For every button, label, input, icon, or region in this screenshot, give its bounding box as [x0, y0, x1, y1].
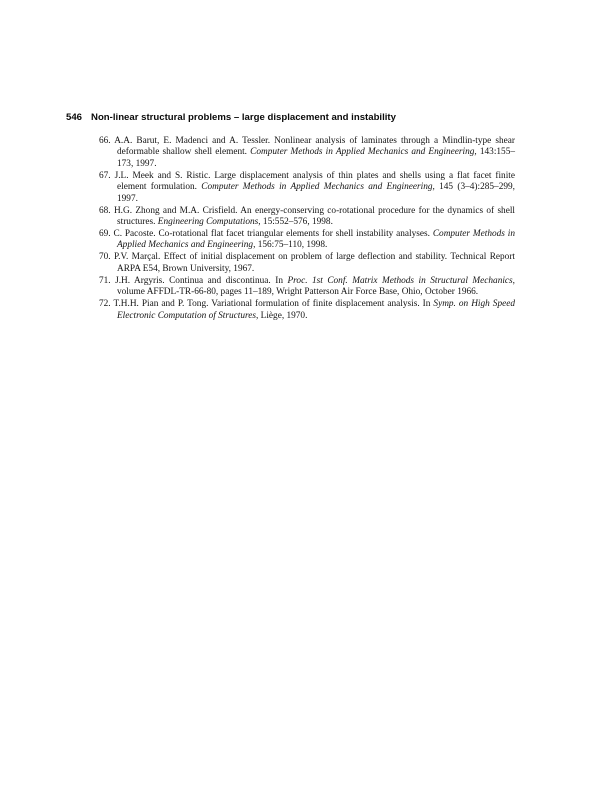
reference-text: J.H. Argyris. Continua and discontinua. In — [115, 275, 288, 286]
reference-italic-text: Symp. on High Speed Electronic Computation of Structures — [117, 299, 515, 321]
reference-item — [99, 252, 515, 275]
reference-text: J.L. Meek and S. Ristic. Large displacement analysis of thin plates and shells using a flat facet finite element formulation. — [114, 170, 516, 193]
reference-italic-text: Proc. 1st Conf. Matrix Methods in Structural Mechanics — [287, 275, 513, 286]
reference-item — [99, 171, 515, 205]
reference-text: H.G. Zhong and M.A. Crisfield. An energy-conserving co-rotational procedure for the dynamics of shell structures. — [113, 205, 515, 228]
page-header — [66, 112, 396, 124]
reference-text: P.V. Marçal. Effect of initial displacement on problem of large deflection and stability. Technical Report ARPA E54, Brown University, 1967. — [114, 252, 515, 274]
reference-text: C. Pacoste. Co-rotational flat facet triangular elements for shell instability analyses. — [113, 229, 433, 240]
reference-number: 69. — [99, 229, 111, 240]
reference-italic-text: Computer Methods in Applied Mechanics and Engineering — [117, 229, 516, 251]
reference-number: 67. — [99, 170, 111, 181]
reference-text: T.H.H. Pian and P. Tong. Variational formulation of finite displacement analysis. In — [113, 299, 434, 310]
reference-list — [99, 136, 515, 323]
reference-text: , 145 (3–4):285–299, 1997. — [117, 182, 515, 204]
reference-number: 68. — [99, 205, 111, 216]
reference-number: 71. — [99, 275, 111, 286]
reference-text: , 143:155–173, 1997. — [117, 147, 515, 169]
reference-italic-text: Computer Methods in Applied Mechanics and Engineering — [250, 147, 475, 158]
reference-number: 70. — [99, 252, 111, 263]
chapter-title: Non-linear structural problems – large displacement and instability — [91, 112, 396, 123]
reference-italic-text: Computer Methods in Applied Mechanics and Engineering — [201, 182, 433, 193]
reference-item — [99, 229, 515, 252]
reference-number: 66. — [99, 136, 111, 146]
reference-text: , 15:552–576, 1998. — [258, 217, 333, 228]
reference-item — [99, 276, 515, 299]
reference-text: , volume AFFDL-TR-66-80, pages 11–189, Wright Patterson Air Force Base, Ohio, October 1966. — [117, 275, 515, 298]
reference-item — [99, 206, 515, 229]
reference-text: , 156:75–110, 1998. — [253, 240, 328, 251]
reference-text: , Liège, 1970. — [256, 310, 308, 321]
reference-item — [99, 136, 515, 170]
page-number: 546 — [66, 112, 83, 123]
reference-item — [99, 299, 515, 322]
reference-italic-text: Engineering Computations — [157, 217, 259, 228]
reference-number: 72. — [99, 299, 111, 310]
reference-text: A.A. Barut, E. Madenci and A. Tessler. Nonlinear analysis of laminates through a Mindlin-type shear deformable shallow shell element. — [114, 136, 515, 158]
